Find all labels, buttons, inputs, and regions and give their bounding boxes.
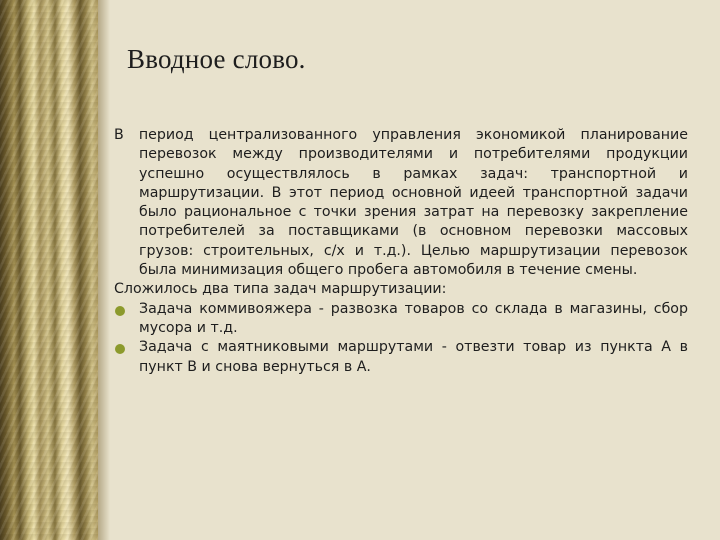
list-item (114, 338, 688, 377)
list-item (114, 300, 688, 339)
intro-paragraph: В период централизованного управления экономикой планирование перевозок между производителями и потребителями продукции успешно осуществлялось в рамках задач: транспортной и маршрутизации. В этот период основной идеей транспортной задачи было рациональное с точки зрения затрат на перевозку закрепление потребителей за поставщиками (в основном перевозки массовых грузов: строительных, с/х и т.д.). Целью маршрутизации перевозок была минимизация общего пробега автомобиля в течение смены. (114, 127, 688, 279)
bullet-text: Задача с маятниковыми маршрутами - отвезти товар из пункта А в пункт В и снова вернуться в А. (139, 339, 688, 375)
bullet-text: Задача коммивояжера - развозка товаров со склада в магазины, сбор мусора и т.д. (139, 300, 688, 336)
bullet-dot-icon (115, 344, 125, 354)
types-heading: Сложилось два типа задач маршрутизации: (114, 281, 447, 298)
slide-body (114, 126, 688, 377)
gold-band-edge (98, 0, 110, 540)
slide-title: Вводное слово. (127, 44, 306, 74)
bullet-dot-icon (115, 306, 125, 316)
gold-band-texture (0, 0, 98, 540)
